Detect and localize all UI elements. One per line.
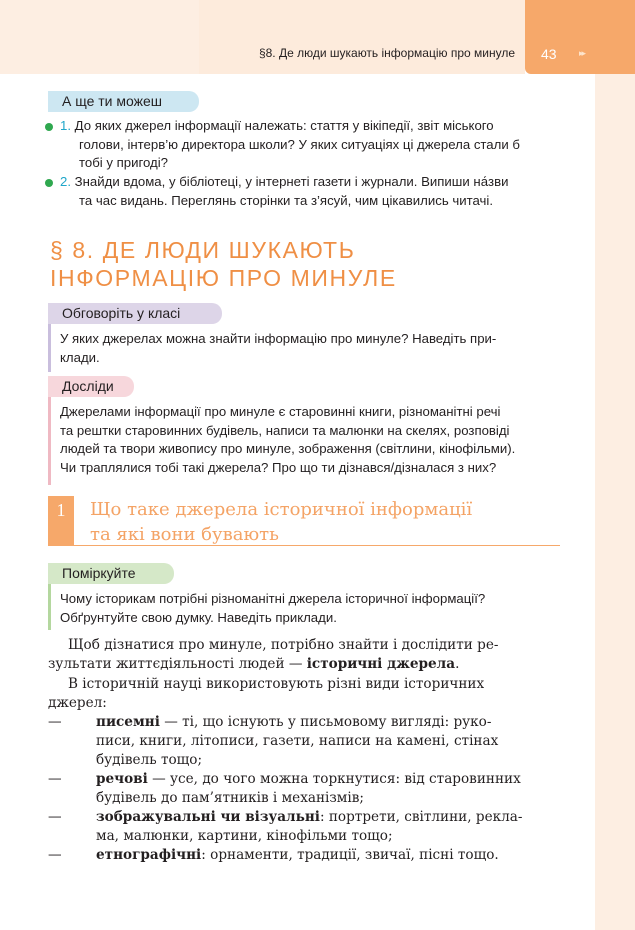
source-type-text: будівель до пам’ятників і механізмів;: [96, 790, 364, 807]
research-label: Досліди: [48, 376, 134, 397]
discuss-line: У яких джерелах можна знайти інформацію про минуле? Наведіть при-: [60, 331, 497, 346]
body-paragraph-2: [48, 675, 560, 713]
body-text: зультати життєдіяльності людей —: [48, 656, 307, 673]
section-title-line: ІНФОРМАЦІЮ ПРО МИНУЛЕ: [50, 265, 397, 291]
task-number: 1.: [60, 118, 71, 133]
bullet-dot-icon: [45, 123, 53, 131]
source-type-term: речові: [96, 771, 148, 787]
task-text: та час видань. Переглянь сторінки та з’ясуй, чим цікавились читачі.: [79, 192, 493, 208]
subsection-title-line: та які вони бувають: [90, 524, 279, 545]
discuss-rule: [48, 324, 51, 372]
page-side-margin: [595, 0, 635, 930]
source-type-term: етнографічні: [96, 847, 202, 863]
research-line: Чи траплялися тобі такі джерела? Про що ти дізнався/дізналася з них?: [60, 459, 497, 475]
source-type-text: писи, книги, літописи, газети, написи на камені, стінах: [96, 733, 499, 750]
source-type-term: писемні: [96, 714, 160, 730]
subsection-underline: [74, 545, 560, 546]
research-text: [60, 403, 560, 477]
source-type-item: [48, 770, 560, 808]
running-title: §8. Де люди шукають інформацію про минуле: [258, 46, 515, 60]
think-label: Поміркуйте: [48, 563, 174, 584]
discuss-label: Обговоріть у класі: [48, 303, 222, 324]
list-dash: —: [48, 714, 62, 730]
research-line: людей та твори живопису про минуле, зображення (світлини, кінофільми).: [60, 441, 516, 457]
source-type-text: ма, малюнки, картини, кінофільми тощо;: [96, 828, 393, 845]
task-text: До яких джерел інформації належать: стаття у вікіпедії, звіт міського: [74, 118, 494, 133]
body-text: .: [455, 656, 460, 673]
discuss-line: клади.: [60, 349, 100, 365]
task-text: тобі у пригоді?: [79, 155, 168, 171]
header-band-left: [0, 0, 199, 74]
think-line: Обґрунтуйте свою думку. Наведіть приклади.: [60, 609, 337, 625]
bullet-dot-icon: [45, 179, 53, 187]
think-text: [60, 590, 560, 627]
page-number-tab: [525, 0, 635, 74]
extra-task-1: [60, 117, 560, 173]
source-type-item: [48, 808, 560, 846]
subsection-title: [90, 497, 472, 547]
research-line: та рештки старовинних будівель, написи та малюнки на скелях, розповіді: [60, 422, 510, 438]
source-type-text: : портрети, світлини, рекла-: [319, 809, 523, 825]
source-type-item: [48, 846, 560, 865]
task-number: 2.: [60, 174, 71, 189]
list-dash: —: [48, 847, 62, 863]
source-type-text: будівель тощо;: [96, 752, 203, 769]
source-type-item: [48, 713, 560, 771]
body-term: історичні джерела: [306, 656, 456, 673]
task-text: Знайди вдома, у бібліотеці, у інтернеті газети і журнали. Випиши на́зви: [74, 174, 509, 189]
think-rule: [48, 584, 51, 630]
discuss-text: [60, 330, 560, 367]
extra-tasks-label: А ще ти можеш: [48, 91, 199, 112]
source-type-text: — ті, що існують у письмовому вигляді: руко-: [159, 714, 492, 730]
subsection-title-line: Що таке джерела історичної інформації: [90, 499, 473, 520]
section-title-line: § 8. ДЕ ЛЮДИ ШУКАЮТЬ: [50, 237, 356, 263]
source-type-text: : орнаменти, традиції, звичаї, пісні тощо.: [201, 847, 499, 863]
source-type-text: — усе, до чого можна торкнутися: від старовинних: [147, 771, 521, 787]
subsection-number: 1: [48, 496, 74, 546]
next-arrows-icon: ▸▸: [579, 48, 585, 58]
body-line: Щоб дізнатися про минуле, потрібно знайти і дослідити ре-: [68, 637, 499, 653]
section-title: [50, 236, 397, 292]
body-paragraph-1: [48, 636, 560, 674]
list-dash: —: [48, 809, 62, 825]
body-line: джерел:: [48, 695, 107, 712]
research-rule: [48, 397, 51, 485]
extra-task-2: [60, 173, 560, 210]
header-band: [199, 0, 525, 74]
task-text: голови, інтерв’ю директора школи? У яких ситуаціях ці джерела стали б: [79, 136, 520, 152]
source-type-term: зображувальні чи візуальні: [96, 809, 320, 825]
research-line: Джерелами інформації про минуле є старовинні книги, різноманітні речі: [60, 404, 501, 419]
list-dash: —: [48, 771, 62, 787]
body-line: В історичній науці використовують різні види історичних: [68, 676, 485, 692]
think-line: Чому історикам потрібні різноманітні джерела історичної інформації?: [60, 591, 486, 606]
page-number: 43: [541, 46, 557, 62]
